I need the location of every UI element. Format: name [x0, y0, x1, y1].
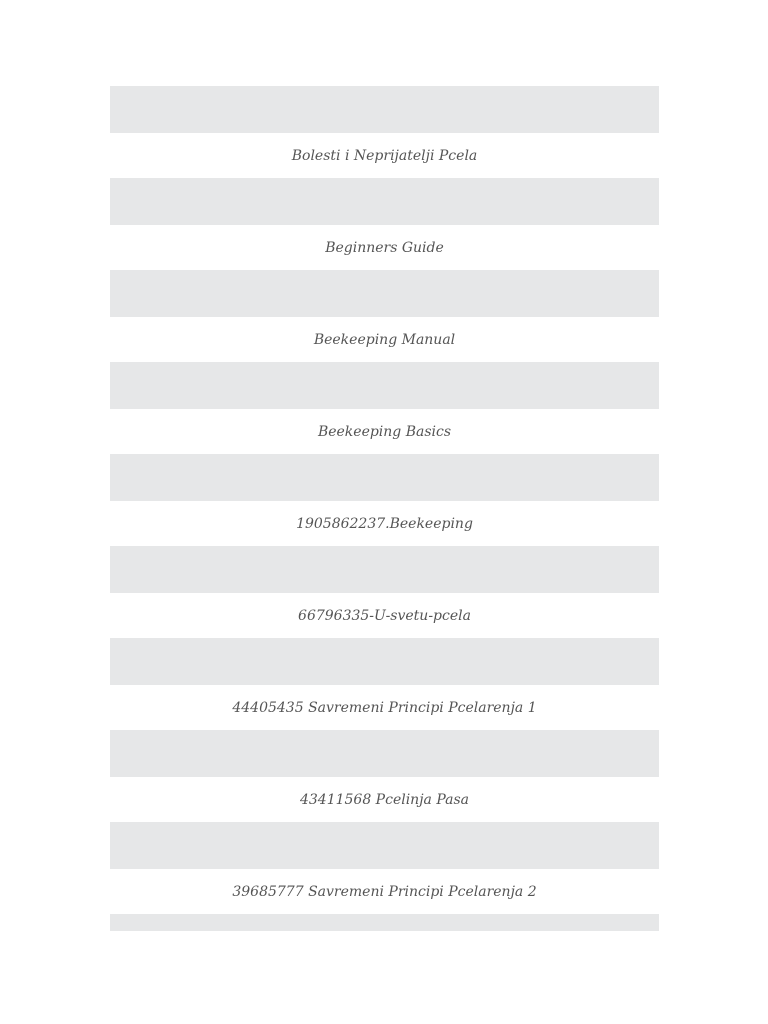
document-thumbnail-placeholder[interactable] — [110, 178, 659, 225]
document-list — [110, 86, 659, 931]
document-thumbnail-placeholder[interactable] — [110, 914, 659, 931]
document-title-link[interactable]: 1905862237.Beekeeping — [296, 516, 473, 532]
document-title-link[interactable]: 39685777 Savremeni Principi Pcelarenja 2 — [232, 884, 537, 900]
document-thumbnail-placeholder[interactable] — [110, 270, 659, 317]
document-title-link[interactable]: Beekeeping Manual — [313, 332, 456, 348]
document-thumbnail-placeholder[interactable] — [110, 454, 659, 501]
document-title-link[interactable]: Beekeeping Basics — [317, 424, 452, 440]
document-thumbnail-placeholder[interactable] — [110, 362, 659, 409]
document-thumbnail-placeholder[interactable] — [110, 638, 659, 685]
document-title-link[interactable]: 66796335-U-svetu-pcela — [298, 608, 471, 624]
document-title-link[interactable]: 44405435 Savremeni Principi Pcelarenja 1 — [232, 700, 537, 716]
document-thumbnail-placeholder[interactable] — [110, 86, 659, 133]
document-thumbnail-placeholder[interactable] — [110, 546, 659, 593]
document-title-link[interactable]: Bolesti i Neprijatelji Pcela — [291, 148, 478, 164]
document-title-link[interactable]: Beginners Guide — [325, 240, 444, 256]
document-thumbnail-placeholder[interactable] — [110, 730, 659, 777]
document-thumbnail-placeholder[interactable] — [110, 822, 659, 869]
document-title-link[interactable]: 43411568 Pcelinja Pasa — [299, 792, 470, 808]
